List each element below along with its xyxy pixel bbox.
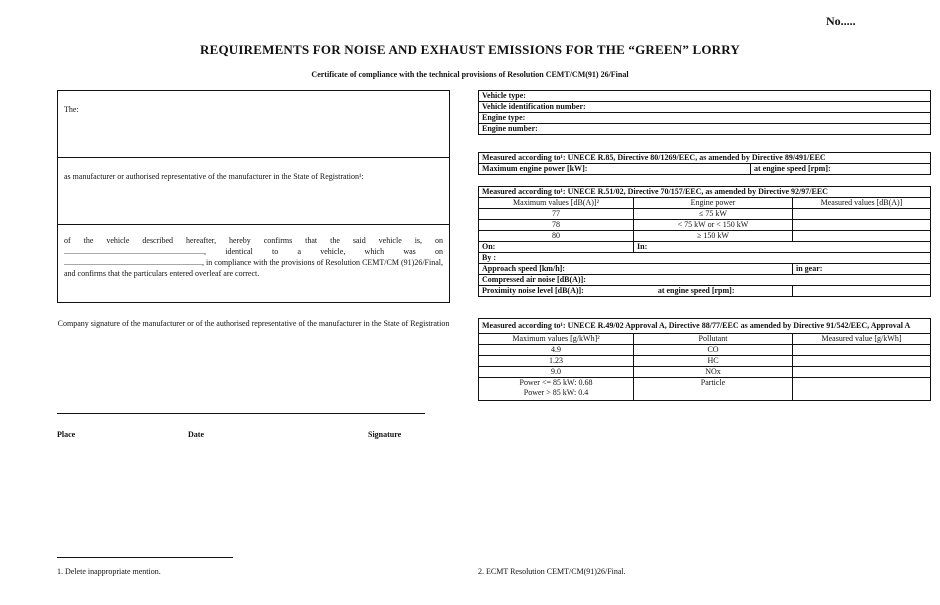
footnote-1: 1. Delete inappropriate mention. [57,567,161,576]
noise-table [478,186,931,297]
particle-limit-low: Power <= 85 kW: 0.68 [519,378,593,387]
emission-measured-input[interactable] [793,345,931,356]
emissions-col-pollutant: Pollutant [634,334,793,345]
in-gear-field[interactable]: in gear: [793,264,931,275]
approach-speed-field[interactable]: Approach speed [km/h]: [479,264,793,275]
emission-max-value: 9.0 [479,367,634,378]
noise-col-measured: Measured values [dB(A)] [793,198,931,209]
manufacturer-field[interactable] [58,158,449,225]
place-label: Place [57,430,76,439]
noise-power-band: ≥ 150 kW [634,231,793,242]
emissions-col-max: Maximum values [g/kWh]² [479,334,634,345]
emissions-col-measured: Measured value [g/kWh] [793,334,931,345]
signature-line [57,413,425,414]
table-row [479,220,931,231]
confirmation-text: of the vehicle described hereafter, hereby confirms that the said vehicle is, on ......................................................................, identical to a vehicle, which was on ....................................................................., in compliance with the provisions of Resolution CEMT/CM (91)26/Final, and confirms that the particulars entered overleaf are correct. [64,236,443,278]
vehicle-id-field[interactable]: Vehicle identification number: [479,102,931,113]
pollutant-name: HC [634,356,793,367]
particle-limit-high: Power > 85 kW: 0.4 [523,388,589,397]
footnote-2: 2. ECMT Resolution CEMT/CM(91)26/Final. [478,567,626,576]
max-engine-power-field[interactable]: Maximum engine power [kW]: [479,164,751,175]
declaration-box [57,90,450,303]
noise-power-band: ≤ 75 kW [634,209,793,220]
on-field[interactable]: On: [479,242,634,253]
noise-measured-input[interactable] [793,231,931,242]
noise-col-max: Maximum values [dB(A)]² [479,198,634,209]
proximity-label: Proximity noise level [dB(A)]: [482,286,584,295]
noise-heading: Measured according to¹: UNECE R.51/02, Directive 70/157/EEC, as amended by Directive 92/97/EEC [479,187,931,198]
by-field[interactable]: By : [479,253,931,264]
manufacturer-text: as manufacturer or authorised representative of the manufacturer in the State of Registration¹: [64,172,364,181]
table-row [479,209,931,220]
signature-label: Signature [368,430,402,439]
emission-max-value: 1.23 [479,356,634,367]
noise-max-value: 78 [479,220,634,231]
pollutant-name: Particle [634,378,793,401]
page-subtitle: Certificate of compliance with the technical provisions of Resolution CEMT/CM(91) 26/Final [311,70,629,79]
emission-measured-input[interactable] [793,378,931,401]
compressed-air-noise-field[interactable]: Compressed air noise [dB(A)]: [479,275,931,286]
proximity-noise-field[interactable] [479,286,793,297]
vehicle-type-field[interactable]: Vehicle type: [479,91,931,102]
in-field[interactable]: In: [634,242,931,253]
proximity-blank[interactable] [793,286,931,297]
noise-measured-input[interactable] [793,209,931,220]
certificate-number: No..... [826,14,856,28]
emission-measured-input[interactable] [793,367,931,378]
pollutant-name: CO [634,345,793,356]
noise-max-value: 80 [479,231,634,242]
r85-table [478,152,931,175]
noise-power-band: < 75 kW or < 150 kW [634,220,793,231]
footnote-divider [57,557,233,558]
noise-col-power: Engine power [634,198,793,209]
date-label: Date [188,430,204,439]
noise-max-value: 77 [479,209,634,220]
table-row [479,231,931,242]
vehicle-table [478,90,931,135]
table-row [479,378,931,401]
noise-measured-input[interactable] [793,220,931,231]
the-label: The: [64,105,79,114]
emissions-heading: Measured according to¹: UNECE R.49/02 Approval A, Directive 88/77/EEC as amended by Directive 91/542/EEC, Approval A [479,319,931,334]
r85-engine-speed-field[interactable]: at engine speed [rpm]: [751,164,931,175]
emissions-table [478,318,931,401]
table-row [479,345,931,356]
table-row [479,356,931,367]
signature-caption: Company signature of the manufacturer or of the authorised representative of the manufacturer in the State of Registration [57,319,450,328]
table-row [479,367,931,378]
page-title: REQUIREMENTS FOR NOISE AND EXHAUST EMISSIONS FOR THE “GREEN” LORRY [200,42,740,57]
pollutant-name: NOx [634,367,793,378]
emission-measured-input[interactable] [793,356,931,367]
engine-type-field[interactable]: Engine type: [479,113,931,124]
the-field[interactable] [58,91,449,158]
r85-heading: Measured according to¹: UNECE R.85, Directive 80/1269/EEC, as amended by Directive 89/491/EEC [479,153,931,164]
particle-limits [479,378,634,401]
engine-number-field[interactable]: Engine number: [479,124,931,135]
emission-max-value: 4.9 [479,345,634,356]
proximity-speed-label: at engine speed [rpm]: [657,286,735,295]
